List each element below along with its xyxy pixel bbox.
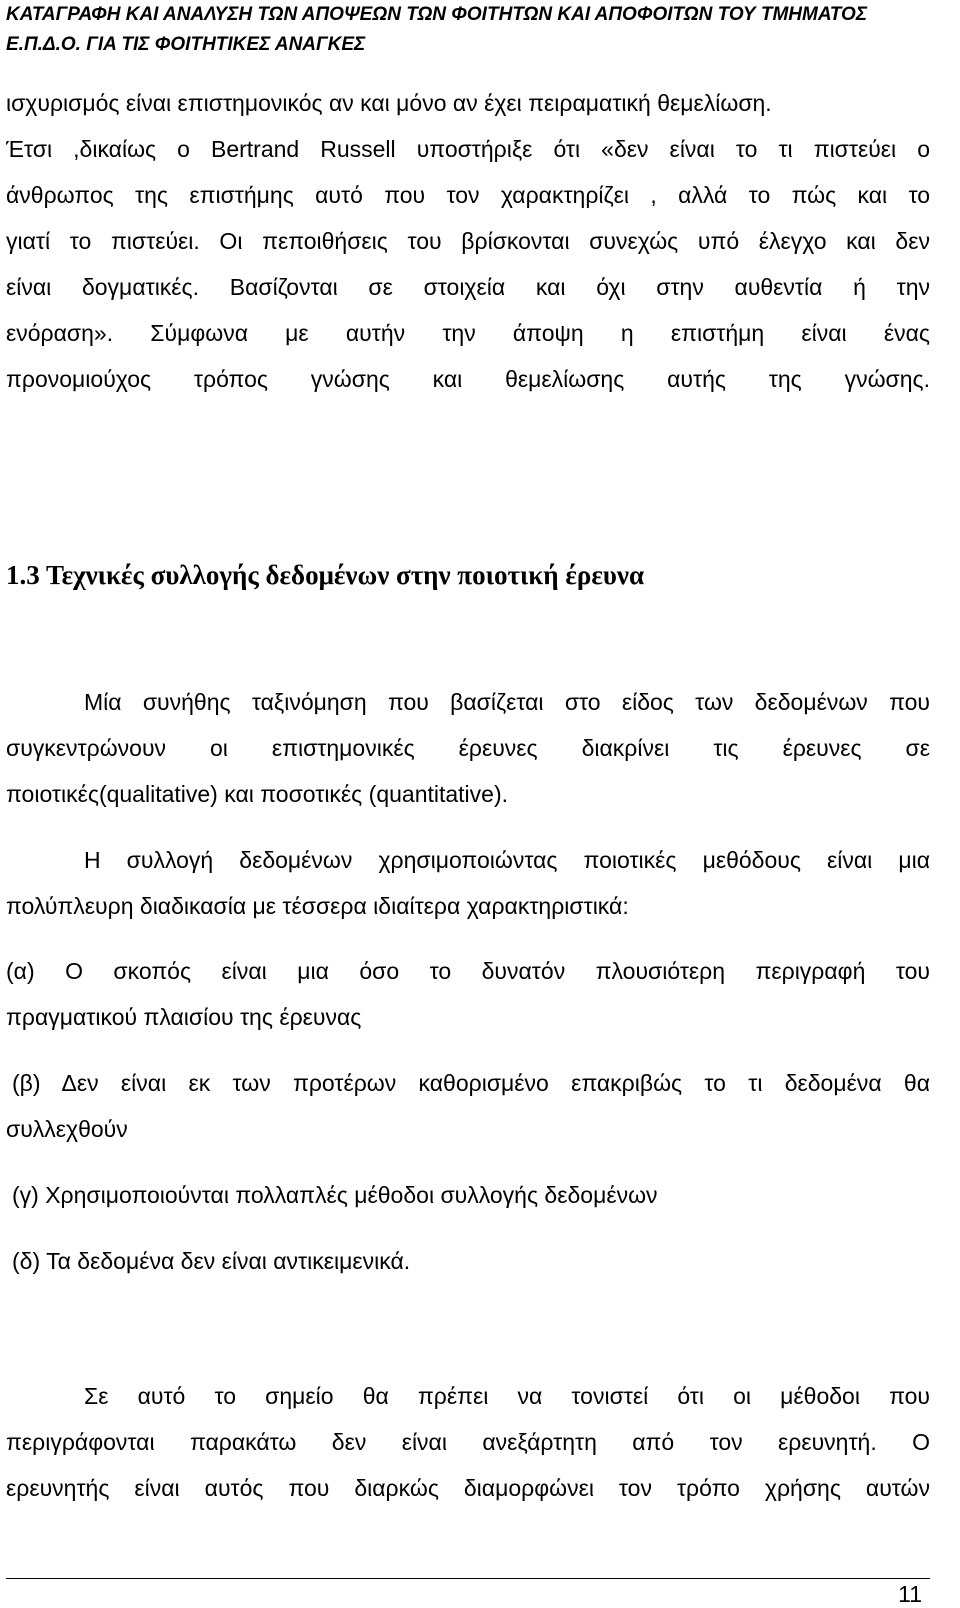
- classification-paragraph: [6, 679, 930, 817]
- characteristic-item-a: [6, 948, 930, 1040]
- intro-paragraph: [6, 80, 930, 402]
- characteristic-item-c: [6, 1172, 930, 1218]
- text-line: Σε αυτό το σημείο θα πρέπει να τονιστεί ότι οι μέθοδοι που: [84, 1383, 930, 1409]
- text-line: συγκεντρώνουν οι επιστημονικές έρευνες διακρίνει τις έρευνες σε: [6, 735, 930, 761]
- text-line: πολύπλευρη διαδικασία με τέσσερα ιδιαίτερα χαρακτηριστικά:: [6, 893, 629, 919]
- text-line: πραγματικού πλαισίου της έρευνας: [6, 1004, 362, 1030]
- text-line: είναι δογματικές. Βασίζονται σε στοιχεία και όχι στην αυθεντία ή την: [6, 274, 930, 300]
- characteristic-item-b: [6, 1060, 930, 1152]
- running-header-line: ΚΑΤΑΓΡΑΦΗ ΚΑΙ ΑΝΑΛΥΣΗ ΤΩΝ ΑΠΟΨΕΩΝ ΤΩΝ ΦΟΙΤΗΤΩΝ ΚΑΙ ΑΠΟΦΟΙΤΩΝ ΤΟΥ ΤΜΗΜΑΤΟΣ: [6, 4, 868, 25]
- text-line: Μία συνήθης ταξινόμηση που βασίζεται στο είδος των δεδομένων που: [84, 689, 930, 715]
- text-line: ποιοτικές(qualitative) και ποσοτικές (quantitative).: [6, 781, 509, 807]
- section-heading: 1.3 Τεχνικές συλλογής δεδομένων στην ποιοτική έρευνα: [6, 560, 645, 590]
- text-line: προνομιούχος τρόπος γνώσης και θεμελίωσης αυτής της γνώσης.: [6, 366, 930, 392]
- text-line: (α) Ο σκοπός είναι μια όσο το δυνατόν πλουσιότερη περιγραφή του: [6, 958, 930, 984]
- text-line: Έτσι ,δικαίως ο Bertrand Russell υποστήριξε ότι «δεν είναι το τι πιστεύει ο: [6, 136, 930, 162]
- text-line: συλλεχθούν: [6, 1116, 128, 1142]
- document-page: [6, 0, 930, 1606]
- text-line: ερευνητής είναι αυτός που διαρκώς διαμορφώνει τον τρόπο χρήσης αυτών: [6, 1475, 930, 1501]
- characteristic-item-d: [6, 1238, 930, 1284]
- text-line: Η συλλογή δεδομένων χρησιμοποιώντας ποιοτικές μεθόδους είναι μια: [84, 847, 930, 873]
- text-line: περιγράφονται παρακάτω δεν είναι ανεξάρτητη από τον ερευνητή. Ο: [6, 1429, 930, 1455]
- text-line: γιατί το πιστεύει. Οι πεποιθήσεις του βρίσκονται συνεχώς υπό έλεγχο και δεν: [6, 228, 930, 254]
- footer-divider: [6, 1578, 930, 1579]
- text-line: ενόραση». Σύμφωνα με αυτήν την άποψη η επιστήμη είναι ένας: [6, 320, 930, 346]
- text-line: άνθρωπος της επιστήμης αυτό που τον χαρακτηρίζει , αλλά το πώς και το: [6, 182, 930, 208]
- text-line: (β) Δεν είναι εκ των προτέρων καθορισμένο επακριβώς το τι δεδομένα θα: [12, 1070, 930, 1096]
- collection-paragraph: [6, 837, 930, 929]
- closing-paragraph: [6, 1373, 930, 1511]
- running-header: [6, 0, 930, 60]
- text-line: ισχυρισμός είναι επιστημονικός αν και μόνο αν έχει πειραματική θεμελίωση.: [6, 90, 772, 116]
- text-line: (δ) Τα δεδομένα δεν είναι αντικειμενικά.: [12, 1248, 411, 1274]
- text-line: (γ) Χρησιμοποιούνται πολλαπλές μέθοδοι συλλογής δεδομένων: [12, 1182, 658, 1208]
- running-header-line: Ε.Π.Δ.Ο. ΓΙΑ ΤΙΣ ΦΟΙΤΗΤΙΚΕΣ ΑΝΑΓΚΕΣ: [6, 34, 366, 55]
- page-number: 11: [898, 1581, 922, 1607]
